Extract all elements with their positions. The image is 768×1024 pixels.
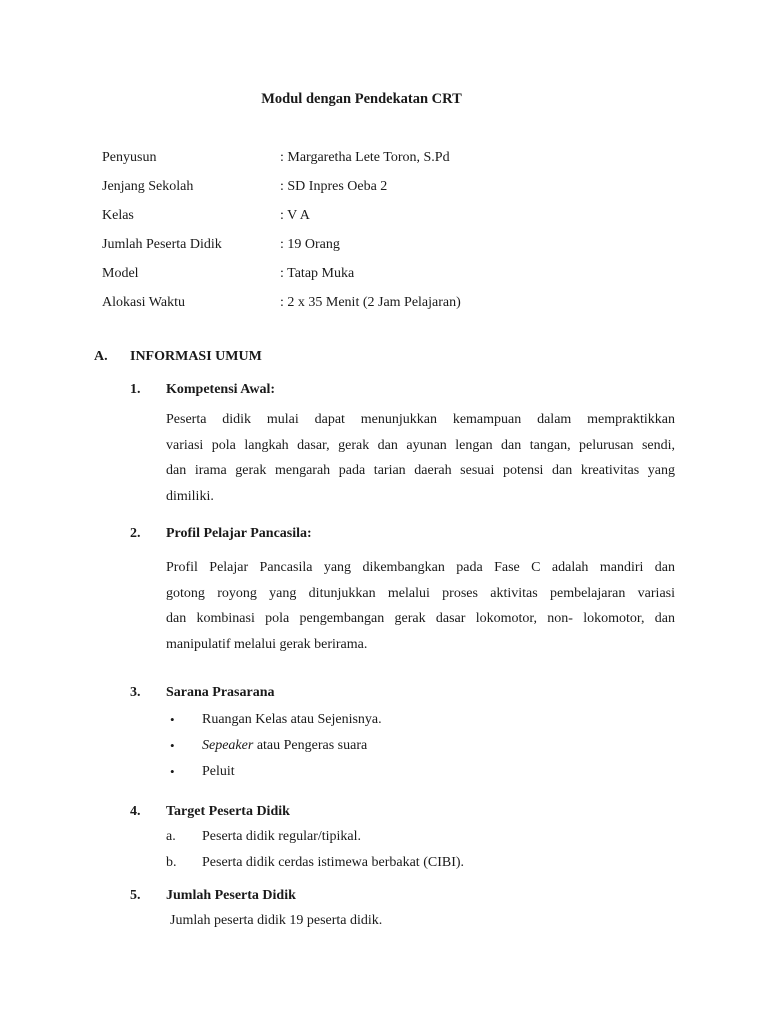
paragraph-line: variasi pola langkah dasar, gerak dan ayunan lengan dan tangan, pelurusan sendi,	[166, 437, 675, 453]
bullet-icon: •	[170, 764, 175, 779]
bullet-item	[202, 712, 382, 728]
item-number: 5.	[130, 888, 141, 903]
paragraph-line: dan kombinasi pola pengembangan gerak dasar lokomotor, non- lokomotor, dan	[166, 611, 675, 626]
item-text: Jumlah peserta didik 19 peserta didik.	[170, 913, 383, 928]
identity-label: Jumlah Peserta Didik	[102, 237, 222, 252]
item-number: 2.	[130, 526, 141, 541]
item-number: 4.	[130, 804, 141, 819]
bullet-item-text: Ruangan Kelas atau Sejenisnya.	[202, 712, 382, 727]
paragraph-line: manipulatif melalui gerak berirama.	[166, 636, 368, 652]
bullet-item-italic: Sepeaker	[202, 738, 254, 753]
bullet-icon: •	[170, 738, 175, 753]
section-title: INFORMASI UMUM	[130, 349, 262, 364]
identity-value: : 2 x 35 Menit (2 Jam Pelajaran)	[280, 295, 461, 310]
item-title: Kompetensi Awal:	[166, 382, 276, 397]
item-title: Jumlah Peserta Didik	[166, 888, 296, 903]
identity-label: Kelas	[102, 208, 134, 223]
paragraph-kompetensi-awal	[166, 407, 675, 509]
paragraph-profil-pelajar	[166, 555, 675, 657]
identity-value: : V A	[280, 208, 310, 223]
item-number: 3.	[130, 685, 141, 700]
bullet-icon: •	[170, 712, 175, 727]
list-item: Peserta didik cerdas istimewa berbakat (CIBI).	[202, 855, 465, 870]
identity-value: : Margaretha Lete Toron, S.Pd	[280, 150, 450, 165]
paragraph-line: dan irama gerak mengarah pada tarian daerah sesuai potensi dan kreativitas yang	[166, 463, 675, 478]
paragraph-line: Profil Pelajar Pancasila yang dikembangkan pada Fase C adalah mandiri dan	[166, 560, 675, 575]
bullet-item	[202, 764, 235, 780]
item-title: Profil Pelajar Pancasila:	[166, 526, 312, 541]
identity-value: : SD Inpres Oeba 2	[280, 179, 388, 194]
identity-value: : 19 Orang	[280, 237, 340, 252]
list-marker: a.	[166, 829, 176, 844]
paragraph-line: gotong royong yang ditunjukkan melalui proses aktivitas pembelajaran variasi	[166, 585, 675, 601]
bullet-item	[202, 738, 367, 754]
identity-label: Alokasi Waktu	[102, 295, 185, 310]
item-title: Sarana Prasarana	[166, 685, 275, 700]
section-letter: A.	[94, 349, 108, 364]
list-item: Peserta didik regular/tipikal.	[202, 829, 362, 844]
item-number: 1.	[130, 382, 141, 397]
bullet-item-text: Peluit	[202, 764, 235, 779]
identity-label: Jenjang Sekolah	[102, 179, 194, 194]
identity-label: Model	[102, 266, 139, 281]
paragraph-line: dimiliki.	[166, 488, 214, 504]
list-marker: b.	[166, 855, 177, 870]
paragraph-line: Peserta didik mulai dapat menunjukkan kemampuan dalam mempraktikkan	[166, 412, 675, 427]
identity-label: Penyusun	[102, 150, 157, 165]
bullet-item-text: atau Pengeras suara	[253, 738, 368, 753]
identity-value: : Tatap Muka	[280, 266, 355, 281]
document-title: Modul dengan Pendekatan CRT	[261, 91, 462, 107]
item-title: Target Peserta Didik	[166, 804, 290, 819]
